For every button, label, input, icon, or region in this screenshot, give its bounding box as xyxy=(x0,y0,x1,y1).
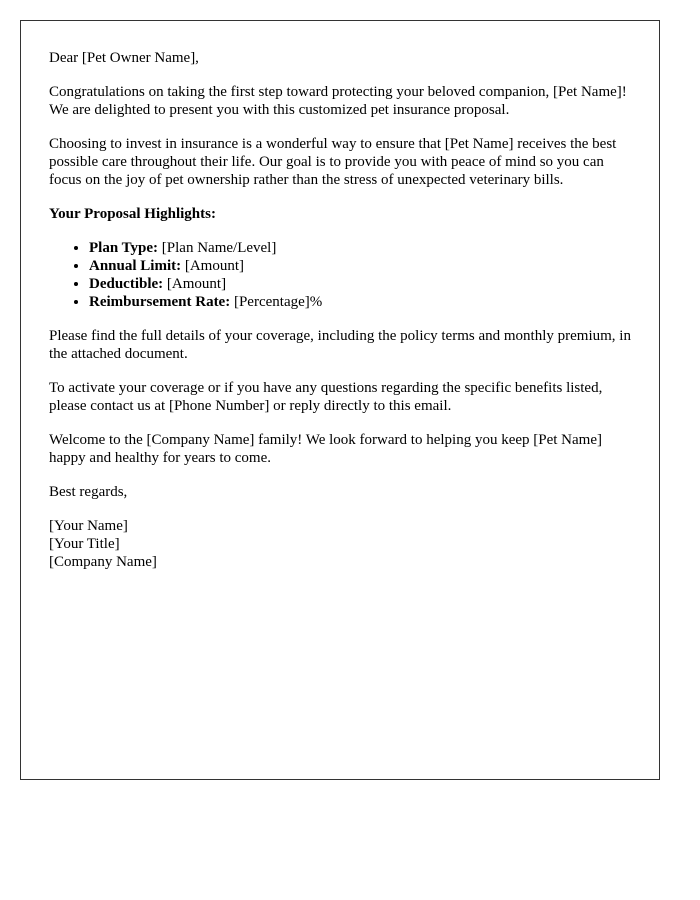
signature-name: [Your Name] xyxy=(49,518,128,534)
highlight-value: [Plan Name/Level] xyxy=(158,240,277,256)
letter-frame xyxy=(20,20,660,780)
signature-title: [Your Title] xyxy=(49,536,120,552)
insurance-benefits-paragraph: Choosing to invest in insurance is a wonderful way to ensure that [Pet Name] receives the best possible care throughout their life. Our goal is to provide you with peace of mind so you can focus on the joy of pet ownership rather than the stress of unexpected veterinary bills. xyxy=(49,136,617,188)
highlight-reimbursement-rate xyxy=(89,293,631,311)
highlight-deductible xyxy=(89,275,631,293)
highlight-value: [Percentage]% xyxy=(230,294,323,310)
highlight-value: [Amount] xyxy=(181,258,245,274)
signature-block xyxy=(49,517,631,571)
highlight-plan-type xyxy=(89,239,631,257)
highlights-list xyxy=(49,239,631,311)
salutation: Dear [Pet Owner Name], xyxy=(49,50,199,66)
highlight-label: Plan Type: xyxy=(89,240,159,256)
highlight-label: Deductible: xyxy=(89,276,164,292)
highlight-annual-limit xyxy=(89,257,631,275)
highlight-value: [Amount] xyxy=(163,276,227,292)
closing: Best regards, xyxy=(49,484,128,500)
highlights-heading: Your Proposal Highlights: xyxy=(49,206,216,222)
coverage-details-paragraph: Please find the full details of your coverage, including the policy terms and monthly premium, in the attached document. xyxy=(49,328,631,362)
highlight-label: Reimbursement Rate: xyxy=(89,294,231,310)
highlight-label: Annual Limit: xyxy=(89,258,182,274)
signature-company: [Company Name] xyxy=(49,554,157,570)
intro-paragraph: Congratulations on taking the first step toward protecting your beloved companion, [Pet Name]! We are delighted to present you with this customized pet insurance proposal. xyxy=(49,84,627,118)
welcome-paragraph: Welcome to the [Company Name] family! We look forward to helping you keep [Pet Name] happy and healthy for years to come. xyxy=(49,432,602,466)
contact-paragraph: To activate your coverage or if you have any questions regarding the specific benefits listed, please contact us at [Phone Number] or reply directly to this email. xyxy=(49,380,603,414)
